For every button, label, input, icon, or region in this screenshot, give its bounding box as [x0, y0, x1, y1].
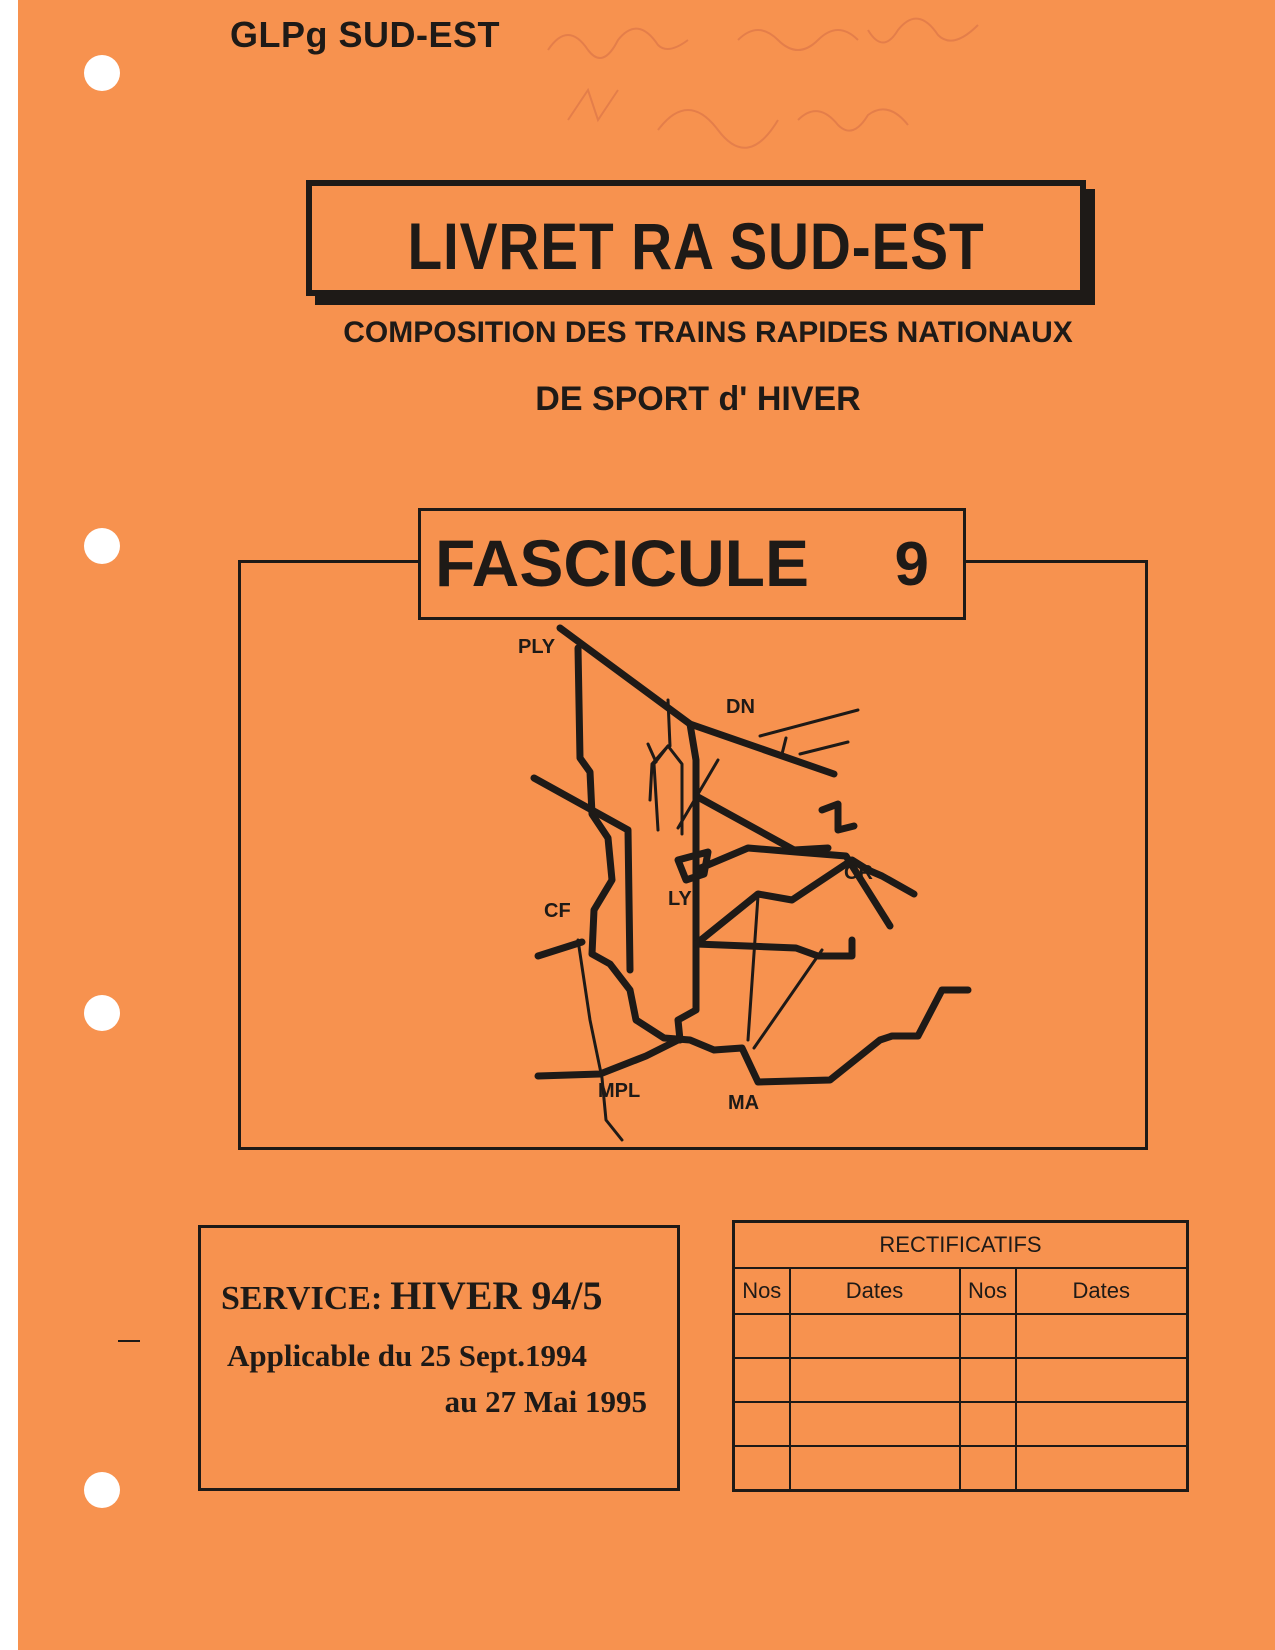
table-cell	[790, 1314, 960, 1358]
subtitle-line-1: COMPOSITION DES TRAINS RAPIDES NATIONAUX	[343, 316, 1073, 349]
table-cell	[734, 1446, 790, 1491]
subtitle-line-2: DE SPORT d' HIVER	[535, 380, 861, 418]
table-cell	[790, 1358, 960, 1402]
table-cell	[734, 1314, 790, 1358]
table-row	[734, 1446, 1188, 1491]
column-header-nos: Nos	[734, 1268, 790, 1314]
table-row	[734, 1402, 1188, 1446]
table-cell	[734, 1358, 790, 1402]
table-cell	[734, 1402, 790, 1446]
table-cell	[1016, 1402, 1188, 1446]
service-label: SERVICE:	[221, 1280, 383, 1317]
rectificatifs-table	[732, 1220, 1189, 1492]
service-value: HIVER 94/5	[390, 1273, 603, 1318]
city-label-ly: LY	[668, 888, 692, 910]
city-label-cf: CF	[544, 900, 571, 922]
service-line	[221, 1272, 603, 1319]
fascicule-label: FASCICULE	[435, 526, 810, 600]
cover-page	[18, 0, 1275, 1650]
service-box	[198, 1225, 680, 1491]
table-cell	[1016, 1314, 1188, 1358]
city-label-ply: PLY	[518, 636, 556, 658]
table-cell	[960, 1446, 1016, 1491]
city-label-mpl: MPL	[598, 1080, 641, 1102]
document-title: LIVRET RA SUD-EST	[407, 209, 985, 283]
table-cell	[1016, 1446, 1188, 1491]
table-cell	[790, 1446, 960, 1491]
table-cell	[960, 1402, 1016, 1446]
column-header-nos: Nos	[960, 1268, 1016, 1314]
fascicule-box	[418, 508, 966, 620]
city-label-ma: MA	[728, 1092, 760, 1114]
column-header-dates: Dates	[790, 1268, 960, 1314]
city-label-dn: DN	[726, 696, 755, 718]
fascicule-number: 9	[894, 530, 929, 599]
table-row	[734, 1358, 1188, 1402]
city-label-cr: CR	[844, 862, 873, 884]
applicable-to: au 27 Mai 1995	[444, 1384, 647, 1419]
table-cell	[960, 1314, 1016, 1358]
table-cell	[790, 1402, 960, 1446]
applicable-from: Applicable du 25 Sept.1994	[227, 1338, 588, 1373]
table-row	[734, 1314, 1188, 1358]
organization-header: GLPg SUD-EST	[230, 14, 501, 55]
table-cell	[1016, 1358, 1188, 1402]
table-cell	[960, 1358, 1016, 1402]
rectificatifs-caption: RECTIFICATIFS	[734, 1222, 1188, 1269]
margin-mark	[118, 1340, 140, 1342]
column-header-dates: Dates	[1016, 1268, 1188, 1314]
